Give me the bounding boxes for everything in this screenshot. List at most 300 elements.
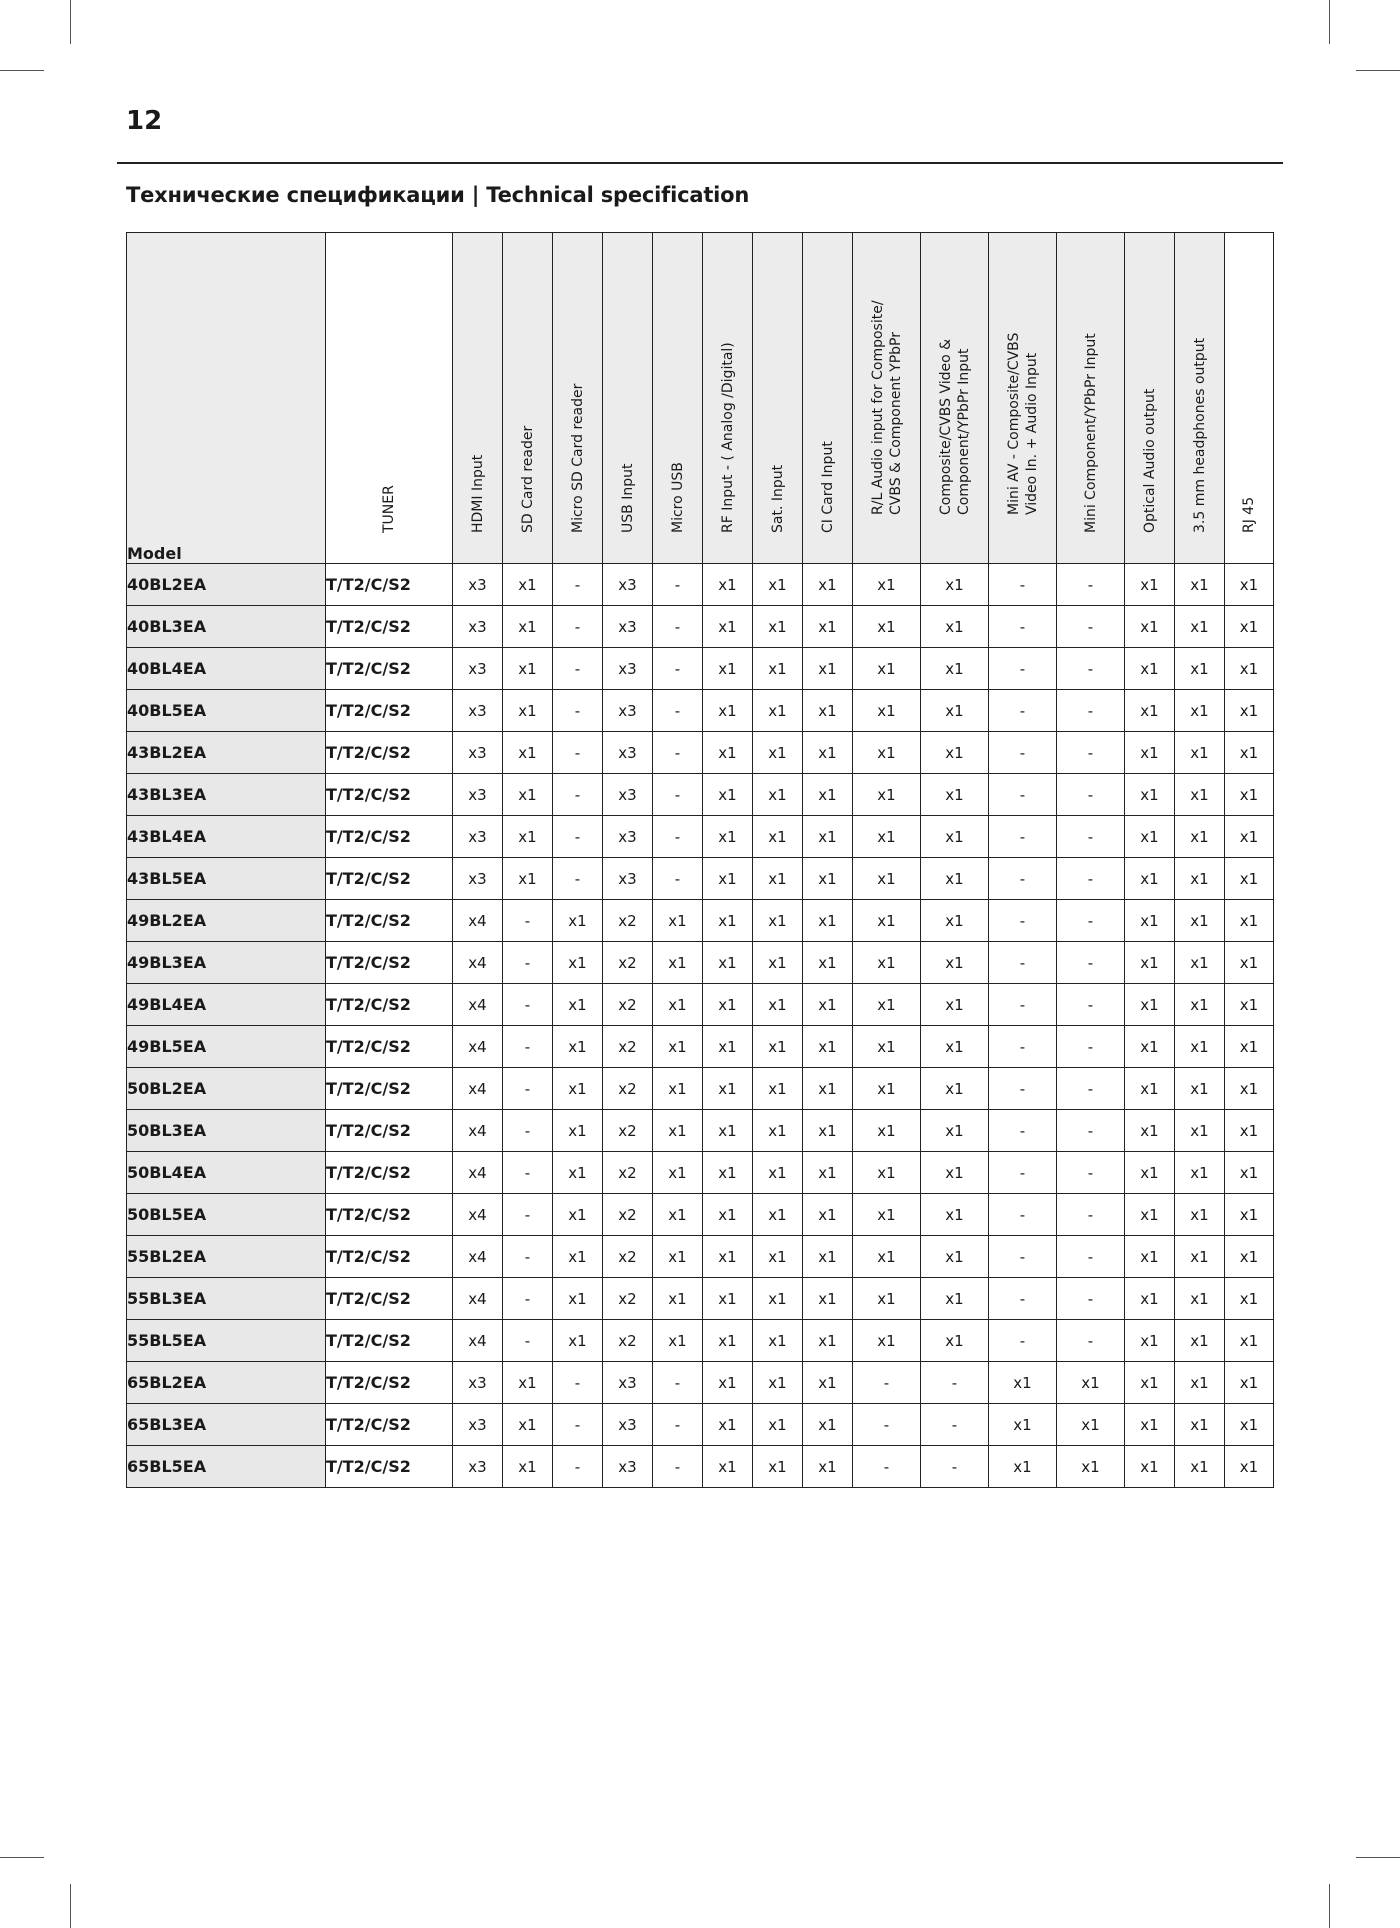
- column-header-label: Mini Component/YPbPr Input: [1082, 333, 1099, 533]
- spec-cell: x1: [1125, 858, 1175, 900]
- spec-cell: x1: [753, 858, 803, 900]
- table-row: [127, 1110, 1274, 1152]
- spec-cell: x1: [921, 690, 989, 732]
- spec-cell: -: [553, 732, 603, 774]
- spec-cell: x1: [703, 732, 753, 774]
- spec-cell: x1: [753, 564, 803, 606]
- spec-cell: -: [853, 1446, 921, 1488]
- column-header-label: [937, 339, 973, 515]
- spec-cell: x3: [603, 816, 653, 858]
- spec-cell: x1: [1225, 816, 1274, 858]
- spec-cell: x1: [1175, 1278, 1225, 1320]
- spec-cell: x1: [1225, 1026, 1274, 1068]
- page-number: 12: [126, 106, 163, 136]
- tuner-cell: T/T2/C/S2: [326, 1152, 453, 1194]
- spec-cell: x1: [803, 1194, 853, 1236]
- spec-cell: -: [853, 1362, 921, 1404]
- spec-cell: x1: [1225, 1404, 1274, 1446]
- table-body: [127, 564, 1274, 1488]
- column-header: [853, 233, 921, 564]
- spec-cell: -: [989, 858, 1057, 900]
- crop-mark: [0, 1857, 44, 1858]
- table-row: [127, 1068, 1274, 1110]
- spec-cell: -: [1057, 732, 1125, 774]
- column-header: [553, 233, 603, 564]
- spec-cell: x1: [803, 1236, 853, 1278]
- column-header-label: [1005, 333, 1041, 515]
- spec-cell: x3: [603, 564, 653, 606]
- spec-cell: x1: [803, 774, 853, 816]
- spec-cell: -: [1057, 606, 1125, 648]
- spec-table: [126, 232, 1274, 1488]
- column-header-label: TUNER: [381, 485, 397, 533]
- spec-cell: -: [1057, 1236, 1125, 1278]
- spec-cell: x1: [753, 1152, 803, 1194]
- spec-cell: x1: [921, 648, 989, 690]
- spec-cell: x1: [1125, 1026, 1175, 1068]
- spec-cell: x1: [921, 1236, 989, 1278]
- spec-cell: x1: [853, 900, 921, 942]
- spec-cell: x1: [703, 1446, 753, 1488]
- spec-cell: x1: [703, 564, 753, 606]
- spec-cell: x1: [503, 1404, 553, 1446]
- tuner-cell: T/T2/C/S2: [326, 774, 453, 816]
- spec-cell: x1: [1175, 1236, 1225, 1278]
- model-cell: 49BL2EA: [127, 900, 326, 942]
- spec-cell: x1: [703, 1362, 753, 1404]
- spec-cell: -: [1057, 1110, 1125, 1152]
- spec-cell: x3: [603, 648, 653, 690]
- column-header-line: Mini AV - Composite/CVBS: [1005, 332, 1022, 515]
- tuner-cell: T/T2/C/S2: [326, 606, 453, 648]
- spec-cell: x1: [653, 1068, 703, 1110]
- spec-cell: x1: [653, 1194, 703, 1236]
- crop-mark: [1356, 70, 1400, 71]
- column-header-line: Composite/CVBS Video &: [937, 338, 954, 515]
- model-cell: 65BL2EA: [127, 1362, 326, 1404]
- spec-cell: x1: [1125, 1278, 1175, 1320]
- spec-cell: x1: [1225, 774, 1274, 816]
- spec-cell: x1: [853, 1152, 921, 1194]
- spec-cell: x1: [503, 564, 553, 606]
- column-header: [453, 233, 503, 564]
- tuner-cell: T/T2/C/S2: [326, 1320, 453, 1362]
- tuner-cell: T/T2/C/S2: [326, 816, 453, 858]
- spec-cell: -: [989, 606, 1057, 648]
- spec-cell: -: [1057, 900, 1125, 942]
- spec-cell: x1: [1225, 606, 1274, 648]
- spec-cell: x1: [1225, 732, 1274, 774]
- spec-cell: x3: [603, 1404, 653, 1446]
- spec-cell: -: [503, 1320, 553, 1362]
- model-cell: 50BL4EA: [127, 1152, 326, 1194]
- spec-cell: x1: [1225, 1152, 1274, 1194]
- spec-cell: x1: [703, 1278, 753, 1320]
- table-row: [127, 1404, 1274, 1446]
- model-cell: 50BL5EA: [127, 1194, 326, 1236]
- spec-cell: x3: [453, 1404, 503, 1446]
- spec-cell: x1: [1175, 900, 1225, 942]
- spec-cell: -: [989, 816, 1057, 858]
- spec-cell: x1: [921, 564, 989, 606]
- column-header-label: CI Card Input: [819, 441, 836, 533]
- spec-cell: -: [989, 1152, 1057, 1194]
- spec-cell: x1: [653, 1320, 703, 1362]
- spec-cell: x1: [921, 858, 989, 900]
- model-cell: 49BL3EA: [127, 942, 326, 984]
- spec-cell: -: [989, 1278, 1057, 1320]
- spec-cell: x1: [803, 1152, 853, 1194]
- spec-cell: x4: [453, 1320, 503, 1362]
- spec-cell: x2: [603, 1194, 653, 1236]
- spec-cell: x4: [453, 942, 503, 984]
- spec-cell: x1: [1125, 1152, 1175, 1194]
- spec-cell: x1: [1175, 984, 1225, 1026]
- model-cell: 43BL2EA: [127, 732, 326, 774]
- model-cell: 65BL5EA: [127, 1446, 326, 1488]
- spec-cell: -: [503, 1236, 553, 1278]
- spec-cell: x1: [503, 1362, 553, 1404]
- spec-cell: x1: [653, 1110, 703, 1152]
- spec-cell: x1: [1175, 1068, 1225, 1110]
- column-header-label: USB Input: [619, 463, 636, 533]
- column-header-label: Sat. Input: [769, 464, 786, 533]
- spec-cell: -: [653, 1404, 703, 1446]
- tuner-cell: T/T2/C/S2: [326, 942, 453, 984]
- spec-cell: x1: [553, 1152, 603, 1194]
- model-cell: 43BL4EA: [127, 816, 326, 858]
- spec-cell: x1: [803, 690, 853, 732]
- spec-cell: x4: [453, 1152, 503, 1194]
- spec-cell: -: [921, 1362, 989, 1404]
- spec-cell: -: [1057, 816, 1125, 858]
- spec-cell: -: [989, 732, 1057, 774]
- spec-cell: x1: [1225, 1068, 1274, 1110]
- spec-cell: x1: [1175, 1446, 1225, 1488]
- spec-cell: -: [989, 984, 1057, 1026]
- tuner-cell: T/T2/C/S2: [326, 564, 453, 606]
- spec-cell: x3: [603, 690, 653, 732]
- spec-cell: -: [1057, 1194, 1125, 1236]
- table-row: [127, 1362, 1274, 1404]
- spec-cell: x1: [753, 648, 803, 690]
- spec-cell: x2: [603, 1110, 653, 1152]
- model-cell: 43BL3EA: [127, 774, 326, 816]
- spec-cell: -: [1057, 1320, 1125, 1362]
- table-row: [127, 564, 1274, 606]
- table-row: [127, 942, 1274, 984]
- spec-cell: x1: [921, 942, 989, 984]
- spec-cell: x1: [989, 1404, 1057, 1446]
- spec-cell: -: [503, 1110, 553, 1152]
- model-cell: 50BL3EA: [127, 1110, 326, 1152]
- spec-cell: -: [989, 690, 1057, 732]
- spec-cell: -: [503, 1152, 553, 1194]
- tuner-cell: T/T2/C/S2: [326, 984, 453, 1026]
- spec-cell: x3: [603, 732, 653, 774]
- spec-cell: x1: [1175, 858, 1225, 900]
- spec-cell: x1: [1125, 816, 1175, 858]
- spec-cell: x1: [753, 1404, 803, 1446]
- spec-cell: x3: [453, 690, 503, 732]
- spec-cell: x1: [703, 1068, 753, 1110]
- spec-cell: x1: [853, 1320, 921, 1362]
- column-header-label: [869, 300, 905, 515]
- spec-cell: x1: [853, 732, 921, 774]
- spec-cell: x1: [853, 1110, 921, 1152]
- column-header: [703, 233, 753, 564]
- spec-cell: x1: [803, 1110, 853, 1152]
- table-row: [127, 1278, 1274, 1320]
- spec-cell: x3: [603, 1362, 653, 1404]
- spec-cell: x1: [753, 816, 803, 858]
- spec-cell: -: [653, 606, 703, 648]
- spec-cell: -: [653, 816, 703, 858]
- column-header: [127, 233, 326, 564]
- spec-cell: x2: [603, 1236, 653, 1278]
- spec-cell: x1: [1125, 1110, 1175, 1152]
- spec-cell: -: [553, 858, 603, 900]
- spec-cell: -: [1057, 1278, 1125, 1320]
- spec-cell: x1: [1175, 1404, 1225, 1446]
- spec-cell: -: [553, 774, 603, 816]
- model-cell: 40BL2EA: [127, 564, 326, 606]
- model-cell: 55BL5EA: [127, 1320, 326, 1362]
- spec-cell: -: [653, 858, 703, 900]
- spec-cell: x1: [703, 984, 753, 1026]
- table-row: [127, 858, 1274, 900]
- spec-cell: x1: [753, 1068, 803, 1110]
- spec-cell: x1: [853, 1068, 921, 1110]
- spec-cell: x1: [1225, 858, 1274, 900]
- spec-cell: x1: [1175, 732, 1225, 774]
- tuner-cell: T/T2/C/S2: [326, 1362, 453, 1404]
- spec-cell: x3: [453, 1362, 503, 1404]
- spec-cell: x1: [753, 1026, 803, 1068]
- column-header-line: CVBS & Component YPbPr: [887, 332, 904, 515]
- page-title: Технические спецификации | Technical specification: [126, 183, 750, 207]
- spec-cell: x1: [1125, 1068, 1175, 1110]
- spec-cell: x3: [453, 732, 503, 774]
- crop-mark: [70, 0, 71, 44]
- table-row: [127, 1320, 1274, 1362]
- tuner-cell: T/T2/C/S2: [326, 900, 453, 942]
- table-row: [127, 606, 1274, 648]
- spec-cell: x4: [453, 1236, 503, 1278]
- spec-cell: x1: [1225, 984, 1274, 1026]
- spec-cell: x1: [503, 1446, 553, 1488]
- column-header-line: Video In. + Audio Input: [1023, 352, 1040, 515]
- tuner-cell: T/T2/C/S2: [326, 1194, 453, 1236]
- spec-cell: x1: [921, 1110, 989, 1152]
- table-row: [127, 648, 1274, 690]
- spec-cell: x3: [453, 564, 503, 606]
- spec-cell: -: [989, 1068, 1057, 1110]
- spec-cell: x3: [453, 858, 503, 900]
- spec-cell: x1: [1175, 648, 1225, 690]
- spec-cell: x1: [703, 606, 753, 648]
- spec-cell: x3: [453, 606, 503, 648]
- spec-cell: -: [989, 1236, 1057, 1278]
- spec-cell: -: [503, 942, 553, 984]
- spec-cell: x1: [703, 774, 753, 816]
- spec-cell: -: [989, 648, 1057, 690]
- spec-cell: x1: [503, 690, 553, 732]
- spec-cell: -: [1057, 942, 1125, 984]
- spec-cell: x1: [703, 1194, 753, 1236]
- spec-cell: x1: [503, 774, 553, 816]
- column-header-label: Micro USB: [669, 462, 686, 533]
- column-header-label: HDMI Input: [469, 454, 486, 533]
- spec-cell: x1: [921, 774, 989, 816]
- spec-cell: x1: [853, 1026, 921, 1068]
- spec-cell: -: [553, 648, 603, 690]
- table-row: [127, 816, 1274, 858]
- spec-cell: x1: [1225, 564, 1274, 606]
- spec-cell: x1: [503, 606, 553, 648]
- spec-cell: x1: [853, 942, 921, 984]
- spec-cell: x1: [921, 606, 989, 648]
- spec-cell: x1: [921, 1320, 989, 1362]
- spec-cell: x1: [921, 1068, 989, 1110]
- spec-cell: x1: [753, 1320, 803, 1362]
- spec-cell: x4: [453, 1278, 503, 1320]
- spec-cell: x1: [1175, 1110, 1225, 1152]
- spec-cell: -: [553, 1446, 603, 1488]
- spec-cell: -: [653, 564, 703, 606]
- spec-cell: x1: [1125, 1320, 1175, 1362]
- spec-cell: -: [503, 900, 553, 942]
- table-row: [127, 1026, 1274, 1068]
- spec-cell: x1: [853, 1236, 921, 1278]
- spec-cell: x2: [603, 1152, 653, 1194]
- spec-cell: x1: [921, 1152, 989, 1194]
- spec-cell: x1: [1175, 690, 1225, 732]
- spec-cell: x3: [453, 816, 503, 858]
- model-cell: 65BL3EA: [127, 1404, 326, 1446]
- column-header: [803, 233, 853, 564]
- spec-cell: x1: [753, 1194, 803, 1236]
- column-header-label: Optical Audio output: [1141, 388, 1158, 533]
- spec-cell: x3: [453, 1446, 503, 1488]
- spec-cell: x1: [989, 1446, 1057, 1488]
- spec-cell: x1: [1175, 816, 1225, 858]
- spec-cell: x1: [553, 1278, 603, 1320]
- spec-cell: x1: [653, 1236, 703, 1278]
- spec-cell: x2: [603, 1320, 653, 1362]
- spec-cell: x4: [453, 1026, 503, 1068]
- column-header: [603, 233, 653, 564]
- spec-cell: x1: [1125, 690, 1175, 732]
- table-row: [127, 900, 1274, 942]
- spec-cell: x3: [603, 1446, 653, 1488]
- spec-cell: x1: [803, 1026, 853, 1068]
- spec-cell: -: [503, 1068, 553, 1110]
- model-cell: 40BL5EA: [127, 690, 326, 732]
- spec-cell: x1: [503, 732, 553, 774]
- spec-cell: x1: [803, 816, 853, 858]
- column-header-label: Model: [127, 544, 182, 563]
- spec-cell: x1: [853, 648, 921, 690]
- spec-cell: x1: [703, 900, 753, 942]
- tuner-cell: T/T2/C/S2: [326, 732, 453, 774]
- spec-cell: x1: [703, 816, 753, 858]
- spec-cell: -: [653, 648, 703, 690]
- table-row: [127, 774, 1274, 816]
- spec-cell: x1: [803, 1362, 853, 1404]
- spec-cell: -: [553, 1362, 603, 1404]
- tuner-cell: T/T2/C/S2: [326, 690, 453, 732]
- tuner-cell: T/T2/C/S2: [326, 1446, 453, 1488]
- spec-cell: x4: [453, 1068, 503, 1110]
- spec-cell: x1: [921, 1194, 989, 1236]
- spec-cell: x1: [1125, 1362, 1175, 1404]
- spec-cell: x1: [853, 984, 921, 1026]
- spec-cell: x1: [703, 648, 753, 690]
- spec-cell: x1: [803, 606, 853, 648]
- spec-cell: x1: [1225, 1278, 1274, 1320]
- spec-cell: x1: [703, 1236, 753, 1278]
- spec-cell: -: [989, 1026, 1057, 1068]
- spec-cell: x1: [853, 564, 921, 606]
- spec-cell: x1: [553, 900, 603, 942]
- spec-cell: -: [989, 942, 1057, 984]
- spec-cell: x2: [603, 900, 653, 942]
- spec-cell: x1: [703, 690, 753, 732]
- column-header: [653, 233, 703, 564]
- model-cell: 40BL3EA: [127, 606, 326, 648]
- crop-mark: [70, 1884, 71, 1928]
- spec-cell: x2: [603, 984, 653, 1026]
- column-header: [503, 233, 553, 564]
- column-header: [1057, 233, 1125, 564]
- spec-cell: x1: [1225, 648, 1274, 690]
- spec-cell: x1: [553, 1110, 603, 1152]
- spec-cell: x1: [1125, 942, 1175, 984]
- spec-cell: x1: [703, 1110, 753, 1152]
- spec-cell: -: [989, 900, 1057, 942]
- spec-cell: x2: [603, 1068, 653, 1110]
- spec-cell: x1: [653, 1152, 703, 1194]
- crop-mark: [1329, 0, 1330, 44]
- spec-cell: -: [989, 1194, 1057, 1236]
- table-row: [127, 1194, 1274, 1236]
- column-header-label: RJ 45: [1241, 496, 1257, 533]
- spec-cell: x1: [1125, 1446, 1175, 1488]
- spec-cell: x1: [553, 942, 603, 984]
- tuner-cell: T/T2/C/S2: [326, 1404, 453, 1446]
- tuner-cell: T/T2/C/S2: [326, 1026, 453, 1068]
- spec-cell: x2: [603, 942, 653, 984]
- spec-cell: x1: [503, 648, 553, 690]
- spec-cell: x1: [653, 1278, 703, 1320]
- table-row: [127, 732, 1274, 774]
- spec-cell: -: [653, 690, 703, 732]
- model-cell: 50BL2EA: [127, 1068, 326, 1110]
- spec-cell: x1: [703, 1152, 753, 1194]
- spec-cell: x1: [1225, 1446, 1274, 1488]
- spec-cell: x1: [553, 1068, 603, 1110]
- spec-cell: x2: [603, 1278, 653, 1320]
- spec-cell: x1: [653, 942, 703, 984]
- tuner-cell: T/T2/C/S2: [326, 648, 453, 690]
- spec-cell: -: [553, 816, 603, 858]
- tuner-cell: T/T2/C/S2: [326, 1236, 453, 1278]
- spec-cell: -: [921, 1446, 989, 1488]
- spec-cell: x3: [453, 648, 503, 690]
- model-cell: 49BL5EA: [127, 1026, 326, 1068]
- spec-cell: x1: [553, 1026, 603, 1068]
